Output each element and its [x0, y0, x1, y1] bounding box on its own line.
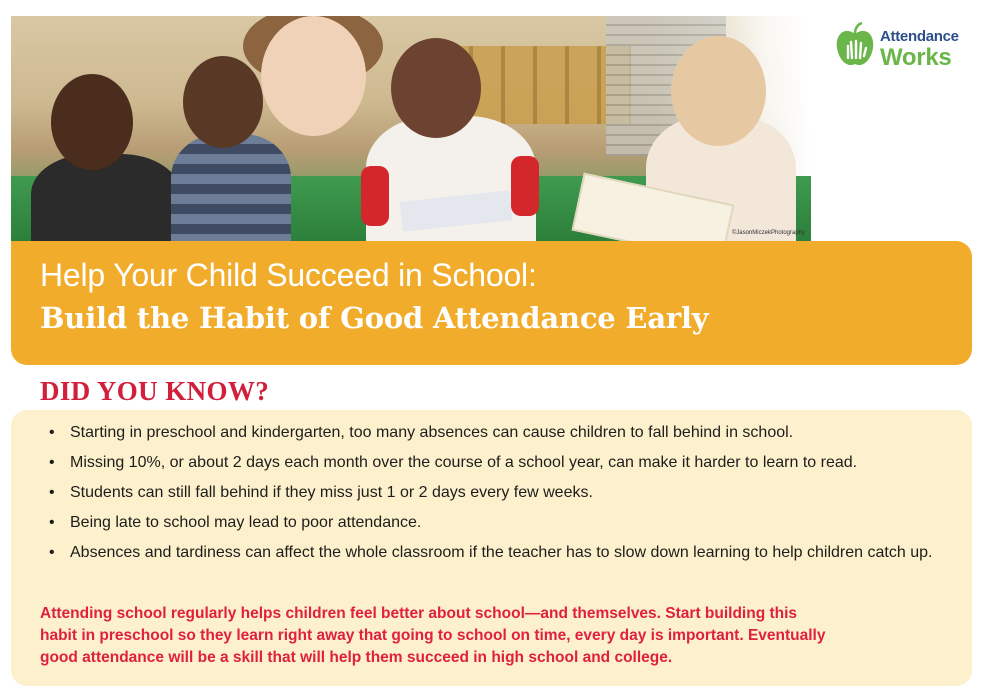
photo-credit: ©JasonMiczekPhotography — [731, 230, 805, 236]
child-1-head — [51, 74, 133, 170]
list-item: • Missing 10%, or about 2 days each month over the course of a school year, can make it harder to learn to read. — [49, 452, 964, 474]
child-1-body — [31, 154, 181, 242]
closing-statement — [40, 603, 960, 669]
section-heading: DID YOU KNOW? — [40, 376, 270, 406]
hero-photo — [11, 16, 811, 242]
child-3-head — [391, 38, 481, 138]
facts-list — [49, 422, 964, 572]
closing-line: habit in preschool so they learn right away that going to school on time, every day is important. Eventually — [40, 627, 826, 644]
list-item: • Starting in preschool and kindergarten, too many absences can cause children to fall behind in school. — [49, 422, 964, 444]
logo-text-works: Works — [880, 44, 952, 71]
child-4-head — [671, 36, 766, 146]
page-subtitle: Build the Habit of Good Attendance Early — [40, 301, 709, 335]
page-title: Help Your Child Succeed in School: — [40, 257, 537, 293]
attendance-works-logo — [833, 18, 973, 74]
list-item: • Absences and tardiness can affect the whole classroom if the teacher has to slow down learning to help children catch up. — [49, 542, 964, 564]
child-3-right-sleeve — [511, 156, 539, 216]
title-banner — [11, 241, 972, 365]
teacher-face — [261, 16, 366, 136]
child-2-head — [183, 56, 263, 148]
list-item: • Being late to school may lead to poor attendance. — [49, 512, 964, 534]
closing-line: Attending school regularly helps children feel better about school—and themselves. Start building this — [40, 605, 798, 622]
apple-hand-icon — [835, 22, 875, 68]
list-item: • Students can still fall behind if they miss just 1 or 2 days every few weeks. — [49, 482, 964, 504]
logo-text-attendance: Attendance — [880, 28, 959, 45]
child-3-left-sleeve — [361, 166, 389, 226]
child-2-body — [171, 134, 291, 242]
closing-line: good attendance will be a skill that will help them succeed in high school and college. — [40, 649, 673, 666]
